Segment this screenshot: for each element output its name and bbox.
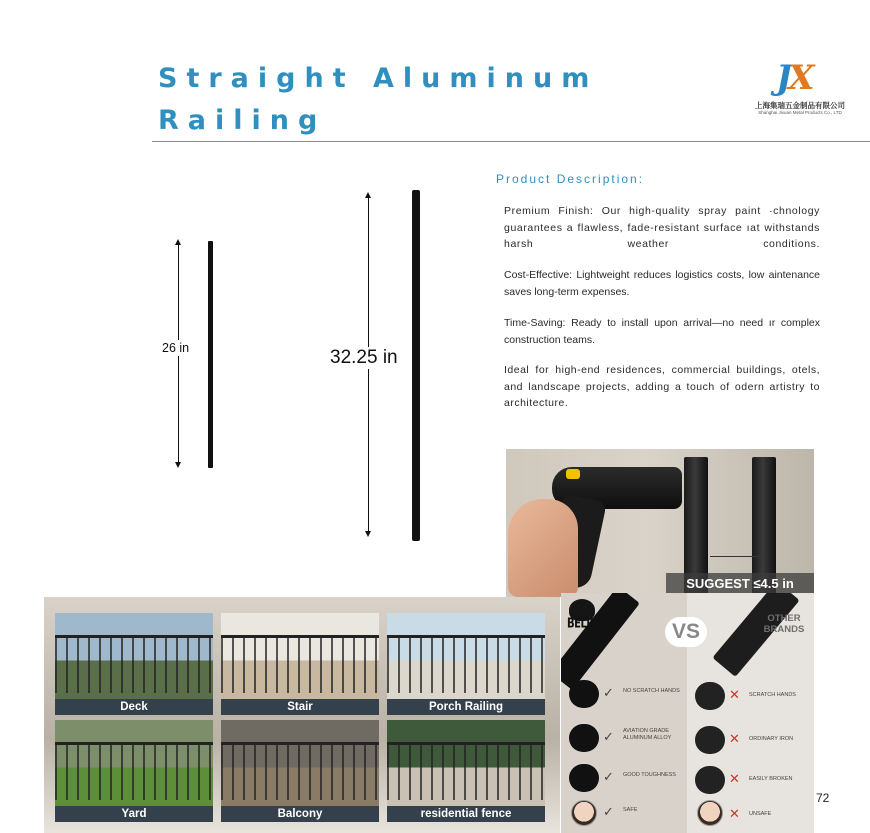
baluster-long bbox=[412, 190, 420, 541]
spacing-caption: SUGGEST ≤4.5 in bbox=[666, 573, 814, 595]
application-tile bbox=[387, 613, 545, 715]
description-time-saving: Time-Saving: Ready to install upon arrival—no need ır complex construction teams. bbox=[504, 317, 820, 346]
cross-icon: ✕ bbox=[729, 687, 740, 702]
comparison-bad-row bbox=[691, 800, 813, 830]
brand-name: BELINOVA bbox=[567, 617, 619, 632]
other-brands-label: OTHER BRANDS bbox=[763, 613, 805, 635]
title-divider bbox=[152, 141, 870, 142]
page-title bbox=[158, 58, 618, 142]
arrow-down-icon bbox=[365, 531, 371, 537]
application-label: residential fence bbox=[387, 806, 545, 822]
railing-balusters bbox=[55, 635, 213, 693]
baluster-short bbox=[208, 241, 213, 468]
rail-sample-icon bbox=[569, 724, 599, 752]
application-label: Balcony bbox=[221, 806, 379, 822]
rail-sample-icon bbox=[569, 764, 599, 792]
bad-feature-text: SCRATCH HANDS bbox=[749, 692, 796, 698]
railing-balusters bbox=[387, 635, 545, 693]
railing-balusters bbox=[387, 742, 545, 800]
dimension-label-long: 32.25 in bbox=[330, 347, 398, 368]
bad-feature-text: ORDINARY IRON bbox=[749, 736, 794, 742]
application-tile bbox=[221, 613, 379, 715]
smiling-face-icon bbox=[571, 800, 597, 826]
application-tile bbox=[55, 613, 213, 715]
description-ideal-use: Ideal for high-end residences, commercial buildings, otels, and landscape projects, adding a touch of odern artistry to architecture. bbox=[504, 364, 820, 409]
good-feature-text: GOOD TOUGHNESS bbox=[623, 772, 676, 778]
good-feature-text: AVIATION GRADE ALUMINUM ALLOY bbox=[623, 728, 672, 741]
comparison-bad-row bbox=[691, 725, 813, 755]
bad-feature-text: EASILY BROKEN bbox=[749, 776, 793, 782]
comparison-good-row bbox=[565, 798, 687, 828]
drill-button bbox=[566, 469, 580, 479]
description-cost-effective: Cost-Effective: Lightweight reduces logistics costs, low aintenance saves long-term expenses. bbox=[504, 269, 820, 298]
arrow-up-icon bbox=[175, 239, 181, 245]
dimension-label-short: 26 in bbox=[162, 341, 190, 355]
application-label: Porch Railing bbox=[387, 699, 545, 715]
title-line-2: Railing bbox=[158, 105, 327, 136]
comparison-good-row bbox=[565, 723, 687, 753]
cross-icon: ✕ bbox=[729, 771, 740, 786]
unhappy-face-icon bbox=[697, 800, 723, 826]
logo-chinese-name: 上海集瑞五金制品有限公司 bbox=[755, 101, 845, 110]
application-label: Stair bbox=[221, 699, 379, 715]
good-feature-text: SAFE bbox=[623, 807, 638, 813]
application-tile bbox=[221, 720, 379, 822]
application-gallery bbox=[44, 597, 560, 833]
railing-balusters bbox=[221, 742, 379, 800]
arrow-up-icon bbox=[365, 192, 371, 198]
rail-sample-icon bbox=[695, 766, 725, 794]
application-label: Yard bbox=[55, 806, 213, 822]
spacing-indicator bbox=[710, 556, 764, 557]
title-line-1: Straight Aluminum bbox=[158, 63, 599, 94]
cross-icon: ✕ bbox=[729, 806, 740, 821]
check-icon: ✓ bbox=[603, 729, 614, 744]
description-premium-finish: Premium Finish: Our high-quality spray paint ·chnology guarantees a flawless, fade-resistant surface ıat withstands harsh weather conditions. bbox=[504, 205, 820, 250]
rail-sample-icon bbox=[569, 680, 599, 708]
check-icon: ✓ bbox=[603, 769, 614, 784]
check-icon: ✓ bbox=[603, 804, 614, 819]
good-feature-text: NO SCRATCH HANDS bbox=[623, 688, 680, 694]
comparison-panel bbox=[561, 593, 814, 833]
application-tile bbox=[55, 720, 213, 822]
check-icon: ✓ bbox=[603, 685, 614, 700]
application-label: Deck bbox=[55, 699, 213, 715]
comparison-bad-row bbox=[691, 681, 813, 711]
logo-mark: JX bbox=[776, 58, 811, 98]
comparison-good-row bbox=[565, 679, 687, 709]
company-logo bbox=[752, 58, 848, 118]
rail-sample-icon bbox=[695, 726, 725, 754]
railing-balusters bbox=[221, 635, 379, 693]
vs-badge: VS bbox=[665, 617, 707, 647]
railing-balusters bbox=[55, 742, 213, 800]
description-heading: Product Description: bbox=[496, 172, 645, 186]
comparison-good-row bbox=[565, 763, 687, 793]
hand bbox=[508, 499, 578, 597]
page-number: 72 bbox=[816, 791, 830, 805]
cross-icon: ✕ bbox=[729, 731, 740, 746]
logo-english-name: Shanghai Jixuan Metal Products Co., LTD bbox=[758, 110, 842, 115]
arrow-down-icon bbox=[175, 462, 181, 468]
application-tile bbox=[387, 720, 545, 822]
rail-sample-icon bbox=[695, 682, 725, 710]
installation-photo bbox=[506, 449, 814, 597]
comparison-bad-row bbox=[691, 765, 813, 795]
bad-feature-text: UNSAFE bbox=[749, 811, 772, 817]
